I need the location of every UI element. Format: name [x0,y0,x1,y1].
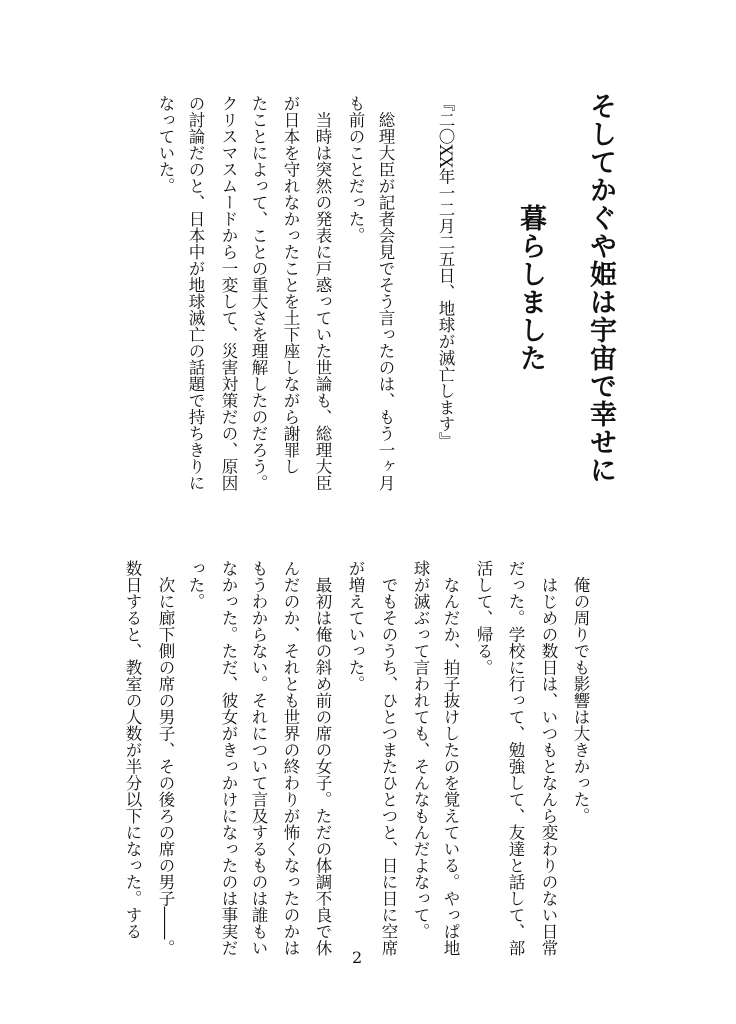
text-line: なんだか、拍子抜けしたのを覚えている。やっぱ地 [441,560,460,956]
text-line: 総理大臣が記者会見でそう言ったのは、もう一ヶ月 [376,95,395,491]
chapter-title-line-1: そしてかぐや姫は宇宙で幸せに [585,92,616,484]
text-line: 最初は俺の斜め前の席の女子。ただの体調不良で休 [313,560,332,956]
text-line: はじめの数日は、いつもとなんら変わりのない日常 [539,560,558,956]
text-line: たことによって、ことの重大さを理解したのだろう。 [249,95,268,491]
text-line: 次に廊下側の席の男子、その後ろの席の男子――。 [156,560,175,956]
text-line: もうわからない。それについて言及するものは誰もい [249,560,268,956]
text-line: クリスマスムードから一変して、災害対策だの、原因 [219,95,238,491]
text-line: 俺の周りでも影響は大きかった。 [571,560,590,824]
text-line: った。 [186,560,205,610]
text-line: 球が滅ぶって言われても、そんなもんだよなって。 [411,560,430,940]
text-line: だった。学校に行って、勉強して、友達と話して、部 [506,560,525,956]
chapter-title-line-2: 暮らしました [515,204,546,372]
text-line: 『二〇XX年一二月二五日、地球が滅亡します』 [436,95,455,449]
text-line: が日本を守れなかったことを土下座しながら謝罪し [281,95,300,475]
text-line: でもそのうち、ひとつまたひとつと、日に日に空席 [379,560,398,956]
text-line: 活して、帰る。 [474,560,493,676]
page-number: 2 [352,948,363,967]
text-line: なっていた。 [156,95,175,194]
text-line: んだのか、それとも世界の終わりが怖くなったのかは [281,560,300,956]
text-line: なかった。ただ、彼女がきっかけになったのは事実だ [219,560,238,956]
text-line: 当時は突然の発表に戸惑っていた世論も、総理大臣 [313,95,332,491]
text-line: 数日すると、教室の人数が半分以下になった。する [123,560,142,940]
text-line: の討論だのと、日本中が地球滅亡の話題で持ちきりに [186,95,205,491]
text-line: が増えていった。 [346,560,365,692]
text-line: も前のことだった。 [346,95,365,244]
